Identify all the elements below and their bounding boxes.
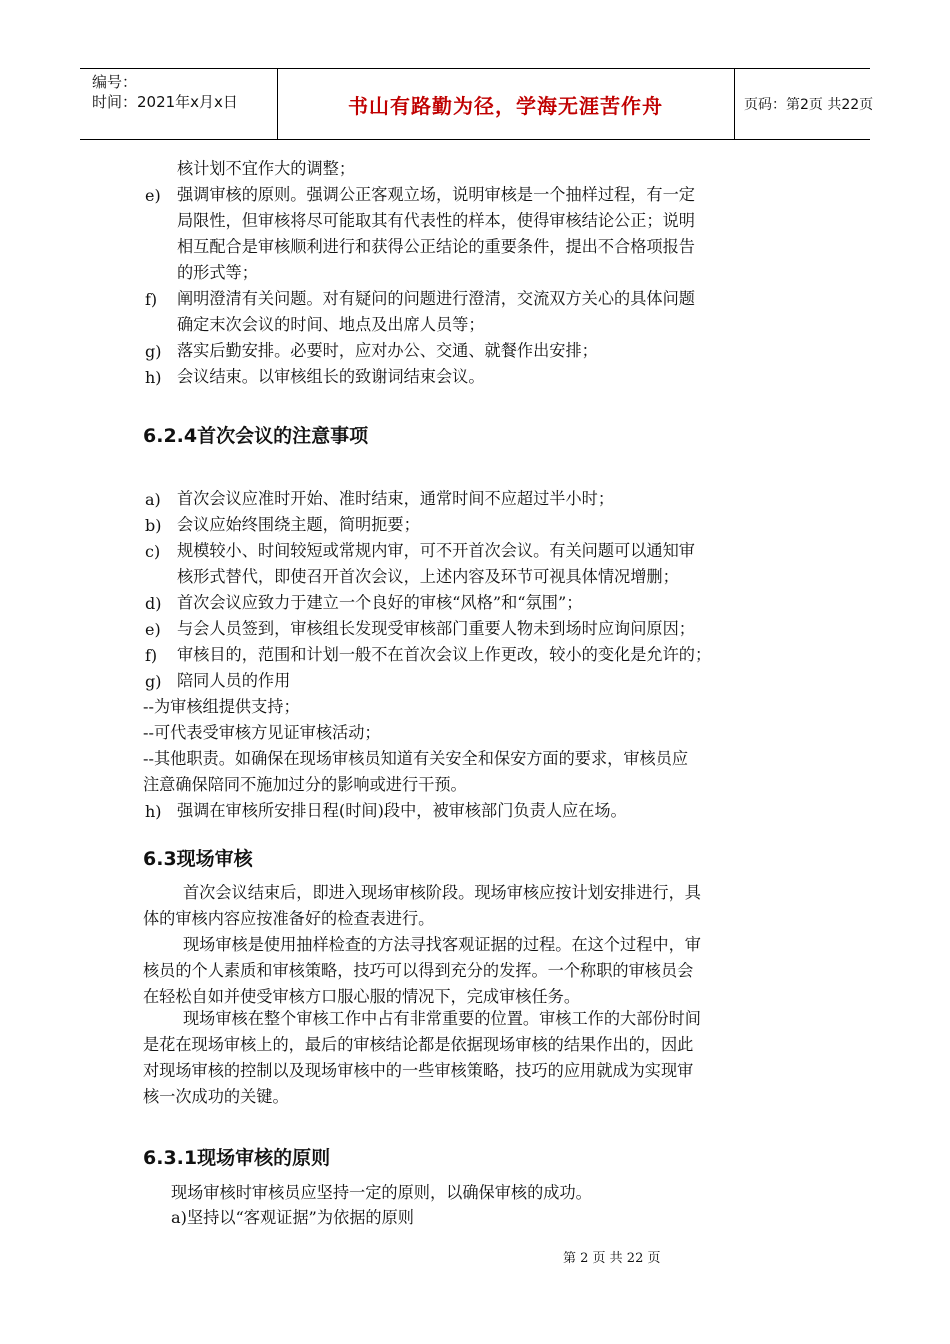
- text-line: 现场审核在整个审核工作中占有非常重要的位置。审核工作的大部份时间: [183, 1009, 701, 1028]
- text-line: 落实后勤安排。必要时，应对办公、交通、就餐作出安排；: [177, 341, 598, 360]
- text-line: 陪同人员的作用: [177, 671, 291, 690]
- page-footer: 第 2 页 共 22 页: [563, 1251, 661, 1266]
- text-line: 现场审核是使用抽样检查的方法寻找客观证据的过程。在这个过程中，审: [183, 935, 701, 954]
- text-line: 核计划不宜作大的调整；: [177, 159, 356, 178]
- text-line: --可代表受审核方见证审核活动；: [143, 723, 381, 742]
- text-line: 是花在现场审核上的，最后的审核结论都是依据现场审核的结果作出的，因此: [143, 1035, 694, 1054]
- text-line: --其他职责。如确保在现场审核员知道有关安全和保安方面的要求，审核员应: [143, 749, 689, 768]
- text-line: 强调在审核所安排日程(时间)段中，被审核部门负责人应在场。: [177, 801, 627, 820]
- document-number-label: 编号：: [92, 73, 138, 91]
- list-marker: e): [145, 620, 161, 639]
- list-marker: d): [145, 594, 162, 613]
- text-line: 会议结束。以审核组长的致谢词结束会议。: [177, 367, 485, 386]
- section-heading: 6.3.1现场审核的原则: [143, 1147, 331, 1169]
- text-line: --为审核组提供支持；: [143, 697, 300, 716]
- list-marker: c): [145, 542, 161, 561]
- list-marker: h): [145, 368, 162, 387]
- motto: 书山有路勤为径，学海无涯苦作舟: [348, 93, 663, 118]
- page-header: [80, 68, 874, 140]
- text-line: 相互配合是审核顺利进行和获得公正结论的重要条件，提出不合格项报告: [177, 237, 695, 256]
- text-line: 确定末次会议的时间、地点及出席人员等；: [177, 315, 485, 334]
- header-motto-cell: [277, 69, 735, 139]
- text-line: a)坚持以“客观证据”为依据的原则: [171, 1208, 414, 1227]
- section-heading: 6.2.4首次会议的注意事项: [143, 425, 369, 447]
- text-line: 的形式等；: [177, 263, 258, 282]
- text-line: 首次会议应致力于建立一个良好的审核“风格”和“氛围”；: [177, 593, 583, 612]
- list-marker: a): [145, 490, 161, 509]
- list-marker: e): [145, 186, 161, 205]
- header-meta: [80, 69, 278, 139]
- text-line: 在轻松自如并使受审核方口服心服的情况下，完成审核任务。: [143, 987, 581, 1006]
- text-line: 强调审核的原则。强调公正客观立场，说明审核是一个抽样过程，有一定: [177, 185, 695, 204]
- text-line: 与会人员签到，审核组长发现受审核部门重要人物未到场时应询问原因；: [177, 619, 695, 638]
- text-line: 局限性，但审核将尽可能取其有代表性的样本，使得审核结论公正；说明: [177, 211, 695, 230]
- text-line: 阐明澄清有关问题。对有疑问的问题进行澄清，交流双方关心的具体问题: [177, 289, 695, 308]
- document-date: 时间：2021年x月x日: [92, 93, 238, 111]
- text-line: 对现场审核的控制以及现场审核中的一些审核策略，技巧的应用就成为实现审: [143, 1061, 694, 1080]
- list-marker: b): [145, 516, 162, 535]
- text-line: 规模较小、时间较短或常规内审，可不开首次会议。有关问题可以通知审: [177, 541, 695, 560]
- text-line: 审核目的，范围和计划一般不在首次会议上作更改，较小的变化是允许的；: [177, 645, 712, 664]
- section-heading: 6.3现场审核: [143, 848, 253, 870]
- text-line: 首次会议应准时开始、准时结束，通常时间不应超过半小时；: [177, 489, 615, 508]
- text-line: 注意确保陪同不施加过分的影响或进行干预。: [143, 775, 467, 794]
- text-line: 首次会议结束后，即进入现场审核阶段。现场审核应按计划安排进行，具: [183, 883, 701, 902]
- list-marker: g): [145, 342, 162, 361]
- text-line: 核员的个人素质和审核策略，技巧可以得到充分的发挥。一个称职的审核员会: [143, 961, 694, 980]
- list-marker: h): [145, 802, 162, 821]
- text-line: 会议应始终围绕主题，简明扼要；: [177, 515, 420, 534]
- text-line: 核一次成功的关键。: [143, 1087, 289, 1106]
- list-marker: f): [145, 290, 158, 309]
- text-line: 体的审核内容应按准备好的检查表进行。: [143, 909, 435, 928]
- list-marker: f): [145, 646, 158, 665]
- text-line: 核形式替代，即使召开首次会议，上述内容及环节可视具体情况增删；: [177, 567, 679, 586]
- list-marker: g): [145, 672, 162, 691]
- text-line: 现场审核时审核员应坚持一定的原则，以确保审核的成功。: [171, 1183, 592, 1202]
- page-info: 页码：第2页 共22页: [744, 97, 874, 113]
